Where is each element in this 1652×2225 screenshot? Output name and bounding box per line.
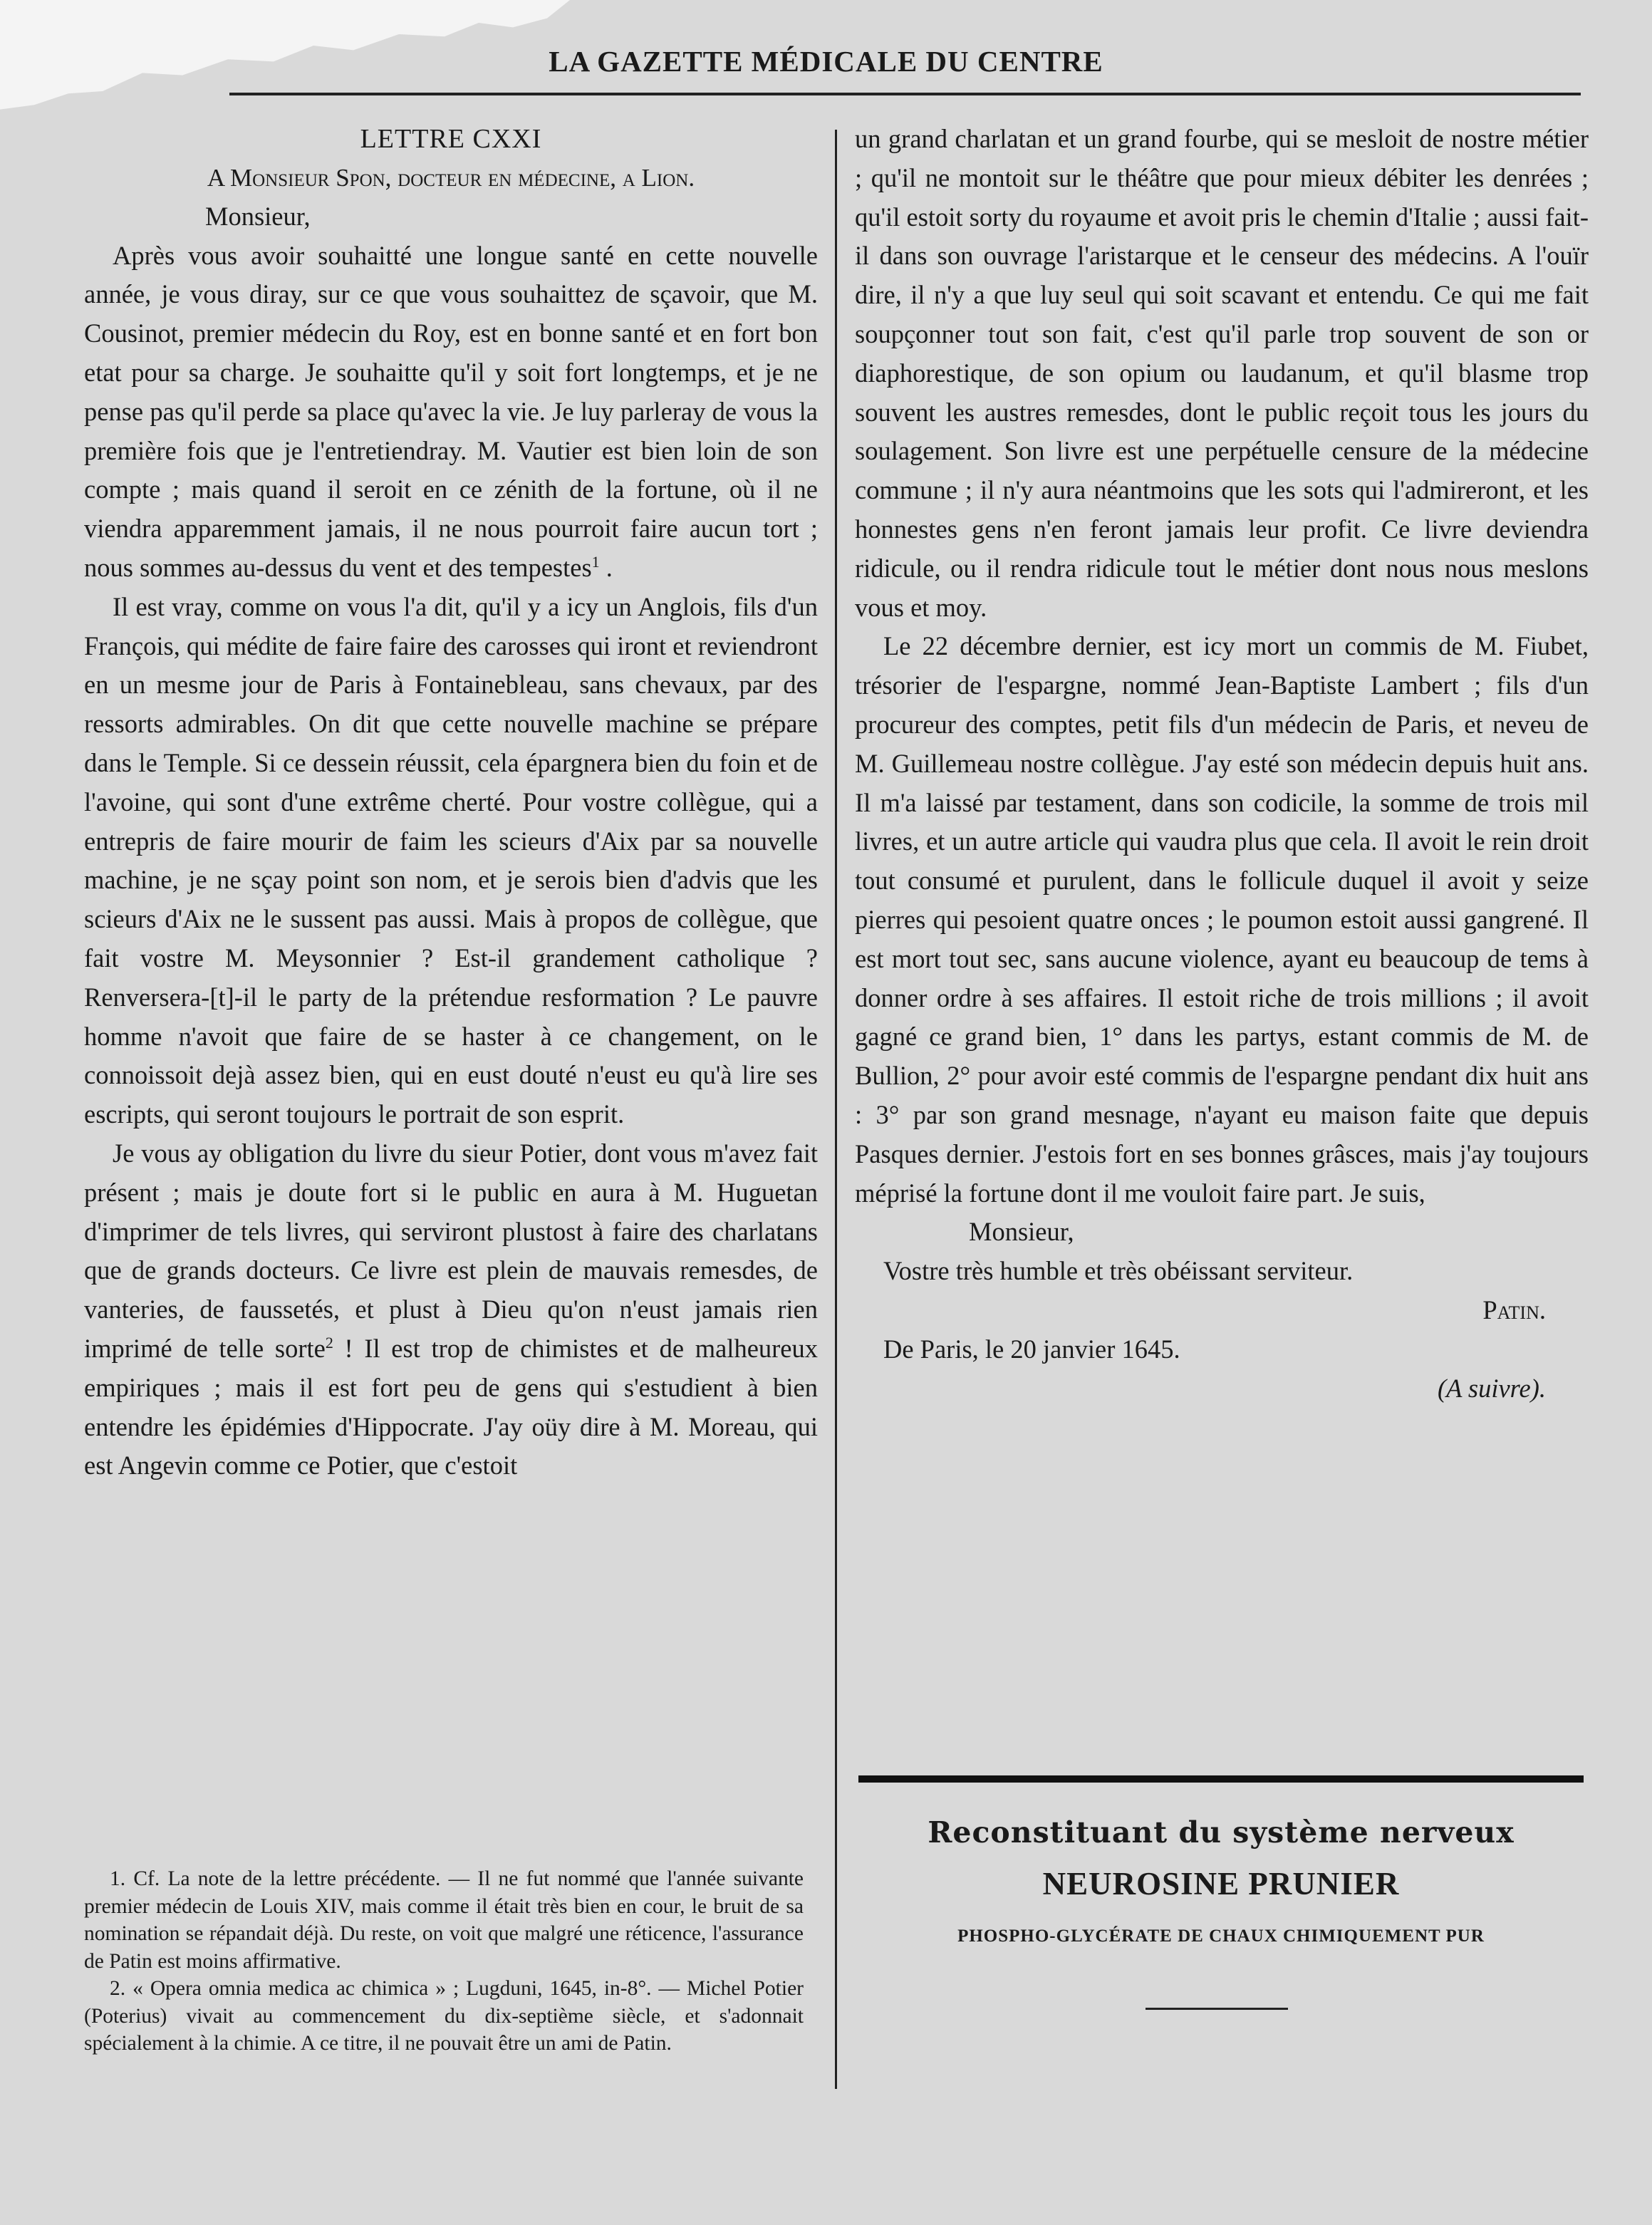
letter-address: A Monsieur Spon, docteur en médecine, a Lion. — [207, 163, 695, 192]
advertisement-product: NEUROSINE PRUNIER — [1042, 1866, 1400, 1902]
footnote: 1. Cf. La note de la lettre précédente. — Il ne fut nommé que l'année suivante premier médecin de Louis XIV, mais comme il était très bien en cour, le bruit de sa nomination se répandait déjà. Du reste, on voit que malgré une réticence, l'assurance de Patin est moins affirmative. — [84, 1867, 804, 1973]
footnotes — [84, 1865, 804, 2058]
letter-salutation: Monsieur, — [205, 201, 311, 231]
column-divider — [835, 130, 837, 2089]
left-column — [84, 120, 818, 1485]
closing-salutation: Monsieur, — [969, 1217, 1074, 1247]
footnote-ref: 2 — [325, 1333, 333, 1352]
paragraph: un grand charlatan et un grand fourbe, qui se mesloit de nostre métier ; qu'il ne montoit sur le théâtre que pour mieux débiter les denrées ; qu'il estoit sorty du royaume et avoit pris le chemin d'Italie ; aussi fait-il dans son ouvrage l'aristarque et le censeur des médecins. A l'ouïr dire, il n'y a que luy seul qui soit scavant et entendu. Ce qui me fait soupçonner tout son fait, c'est qu'il parle trop souvent de son or diaphorestique, de son opium ou laudanum, et qu'il blasme trop souvent les austres remesdes, dont le public reçoit tous les jours du soulagement. Son livre est une perpétuelle censure de la médecine commune ; il n'y aura néantmoins que les sots qui l'admireront, et les honnestes gens n'en feront jamais leur profit. Ce livre deviendra ridicule, ou il rendra ridicule tout le métier dont nous nous meslons vous et moy. — [855, 124, 1589, 622]
letter-heading: LETTRE CXXI — [360, 124, 542, 154]
paragraph: Le 22 décembre dernier, est icy mort un commis de M. Fiubet, trésorier de l'espargne, nommé Jean-Baptiste Lambert ; fils d'un procureur des comptes, petit fils d'un médecin de Paris, et neveu de M. Guillemeau nostre collègue. J'ay esté son médecin depuis huit ans. Il m'a laissé par testament, dans son codicile, la somme de trois mil livres, et un autre article qui vaudra plus que cela. Il avoit le rein droit tout consumé et purulent, dans le follicule duquel il avoit y seize pierres qui pesoient quatre onces ; le poumon estoit aussi gangrené. Il est mort tout sec, sans aucune violence, ayant eu beaucoup de tems à donner ordre à ses affaires. Il estoit riche de trois millions ; il avoit gagné ce grand bien, 1° dans les partys, estant commis de M. de Bullion, 2° pour avoir esté commis de l'espargne pendant dix huit ans : 3° par son grand mesnage, n'ayant eu maison faite que depuis Pasques dernier. J'estois fort en ses bonnes grâsces, mais j'ay toujours méprisé la fortune dont il me vouloit faire part. Je suis, — [855, 631, 1589, 1208]
closing-servant: Vostre très humble et très obéissant serviteur. — [883, 1256, 1354, 1286]
paragraph: Il est vray, comme on vous l'a dit, qu'il y a icy un Anglois, fils d'un François, qui médite de faire faire des carosses qui iront et reviendront en un mesme jour de Paris à Fontainebleau, sans chevaux, par des ressorts admirables. On dit que cette nouvelle machine se prépare dans le Temple. Si ce dessein réussit, cela épargnera bien du foin et de l'avoine, qui sont d'une extrême cherté. Pour vostre collègue, qui a entrepris de faire mourir de faim les scieurs d'Aix par sa nouvelle machine, je ne sçay point son nom, et je serois bien d'advis que les scieurs d'Aix ne le sussent pas aussi. Mais à propos de collègue, que fait vostre M. Meysonnier ? Est-il grandement catholique ? Renversera-[t]-il le party de la prétendue resformation ? Le pauvre homme n'avoit que faire de se haster à ce changement, on le connoissoit dejà assez bien, qui en eust douté n'eust eu qu'à lire ses escripts, qui seront toujours le portrait de son esprit. — [84, 591, 818, 1129]
right-column — [855, 120, 1589, 1408]
advertisement-tagline: Reconstituant du système nerveux — [928, 1815, 1515, 1850]
advertisement-rule — [858, 1775, 1584, 1783]
header-rule — [229, 93, 1581, 95]
footnote-ref: 1 — [591, 552, 600, 571]
running-title: LA GAZETTE MÉDICALE DU CENTRE — [549, 45, 1103, 78]
footnote: 2. « Opera omnia medica ac chimica » ; Lugduni, 1645, in-8°. — Michel Potier (Poterius) vivait au commencement du dix-septième siècle, et s'adonnait spécialement à la chimie. A ce titre, il ne pouvait être un ami de Patin. — [84, 1977, 804, 2055]
signature: Patin. — [1482, 1295, 1546, 1324]
paragraph-text: Après vous avoir souhaitté une longue santé en cette nouvelle année, je vous diray, sur ce que vous souhaittez de sçavoir, que M. Cousinot, premier médecin du Roy, est en bonne santé et en fort bon etat pour sa charge. Je souhaitte qu'il y soit fort longtemps, et je ne pense pas qu'il perde sa place qu'avec la vie. Je luy parleray de vous la première fois que je l'entretiendray. M. Vautier est bien loin de son compte ; mais quand il seroit en ce zénith de la fortune, où il ne viendra apparemment jamais, il ne nous pourroit faire aucun tort ; nous sommes au-dessus du vent et des tempestes — [84, 240, 818, 582]
letter-date: De Paris, le 20 janvier 1645. — [883, 1334, 1180, 1364]
paragraph-text: Je vous ay obligation du livre du sieur Potier, dont vous m'avez fait présent ; mais je doute fort si le public en aura à M. Huguetan d'imprimer de tels livres, qui serviront plustost à faire des charlatans que de grands docteurs. Ce livre est plein de mauvais remesdes, de vanteries, de faussetés, et plust à Dieu qu'on n'eust jamais rien imprimé de telle sorte — [84, 1138, 818, 1363]
paragraph — [84, 1134, 818, 1485]
paragraph: Après vous avoir souhaitté une longue santé en cette nouvelle année, je vous diray, sur ce que vous souhaittez de sçavoir, que M. Cousinot, premier médecin du Roy, est en bonne santé et en fort bon etat pour sa charge. Je souhaitte qu'il y soit fort longtemps, et je ne pense pas qu'il perde sa place qu'avec la vie. Je luy parleray de vous la première fois que je l'entretiendray. M. Vautier est bien loin de son compte ; mais quand il seroit en ce zénith de la fortune, où il ne viendra apparemment jamais, il ne nous pourroit faire aucun tort ; nous sommes au-dessus du vent et des tempestes$^1$ . — [84, 240, 818, 582]
paragraph-text: ! Il est trop de chimistes et de malheureux empiriques ; mais il est fort peu de gens qui s'estudient à bien entendre les épidémies d'Hippocrate. J'ay oüy dire à M. Moreau, qui est Angevin comme ce Potier, que c'estoit — [84, 1333, 819, 1480]
to-be-continued: (A suivre). — [1437, 1373, 1546, 1403]
advertisement-divider — [1146, 2008, 1288, 2010]
advertisement-description: PHOSPHO-GLYCÉRATE DE CHAUX CHIMIQUEMENT PUR — [957, 1926, 1485, 1946]
